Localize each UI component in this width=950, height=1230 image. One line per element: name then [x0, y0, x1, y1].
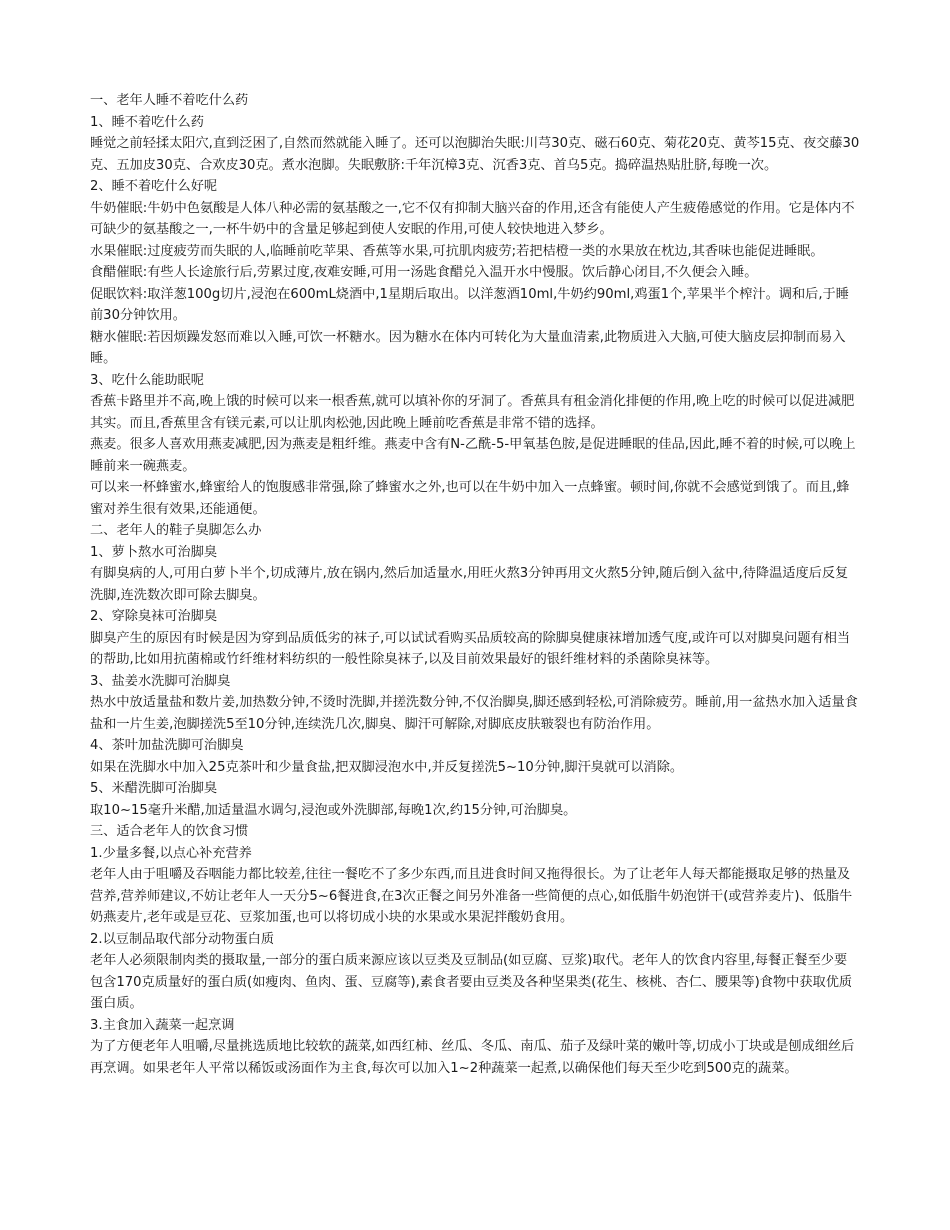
subsection-heading: 1、睡不着吃什么药: [90, 114, 204, 130]
paragraph: 香蕉卡路里并不高,晚上饿的时候可以来一根香蕉,就可以填补你的牙洞了。香蕉具有租金消化排便的作用,晚上吃的时候可以促进减肥其实。而且,香蕉里含有镁元素,可以让肌肉松弛,因此晚上睡前吃香蕉是非常不错的选择。: [90, 394, 855, 431]
section-heading: 三、适合老年人的饮食习惯: [90, 824, 249, 839]
subsection-heading: 1.少量多餐,以点心补充营养: [90, 845, 252, 861]
paragraph: 水果催眠:过度疲劳而失眠的人,临睡前吃苹果、香蕉等水果,可抗肌肉疲劳;若把桔橙一类的水果放在枕边,其香味也能促进睡眠。: [90, 243, 824, 259]
paragraph: 老年人由于咀嚼及吞咽能力都比较差,往往一餐吃不了多少东西,而且进食时间又拖得很长。为了让老年人每天都能摄取足够的热量及营养,营养师建议,不妨让老年人一天分5~6餐进食,在3次正餐之间另外准备一些简便的点心,如低脂牛奶泡饼干(或营养麦片)、低脂牛奶燕麦片,老年或是豆花、豆浆加蛋,也可以将切成小块的水果或水果泥拌酸奶食用。: [90, 867, 853, 925]
document-body: [90, 90, 860, 1079]
paragraph: 燕麦。很多人喜欢用燕麦减肥,因为燕麦是粗纤维。燕麦中含有N-乙酰-5-甲氧基色胺,是促进睡眠的佳品,因此,睡不着的时候,可以晚上睡前来一碗燕麦。: [90, 437, 856, 474]
subsection-heading: 4、茶叶加盐洗脚可治脚臭: [90, 738, 244, 753]
paragraph: 取10~15毫升米醋,加适量温水调匀,浸泡或外洗脚部,每晚1次,约15分钟,可治脚臭。: [90, 802, 577, 818]
subsection-heading: 3、吃什么能助眠呢: [90, 372, 204, 388]
subsection-heading: 2、睡不着吃什么好呢: [90, 179, 218, 194]
section-heading: 一、老年人睡不着吃什么药: [90, 93, 249, 108]
paragraph: 食醋催眠:有些人长途旅行后,劳累过度,夜难安睡,可用一汤匙食醋兑入温开水中慢服。饮后静心闭目,不久便会入睡。: [90, 265, 758, 280]
paragraph: 老年人必须限制肉类的摄取量,一部分的蛋白质来源应该以豆类及豆制品(如豆腐、豆浆)取代。老年人的饮食内容里,每餐正餐至少要包含170克质量好的蛋白质(如瘦肉、鱼肉、蛋、豆腐等),素食者要由豆类及各种坚果类(花生、核桃、杏仁、腰果等)食物中获取优质蛋白质。: [90, 953, 853, 1011]
paragraph: 如果在洗脚水中加入25克茶叶和少量食盐,把双脚浸泡水中,并反复搓洗5~10分钟,脚汗臭就可以消除。: [90, 759, 684, 775]
section-heading: 二、老年人的鞋子臭脚怎么办: [90, 523, 262, 538]
subsection-heading: 3.主食加入蔬菜一起烹调: [90, 1017, 235, 1033]
paragraph: 促眠饮料:取洋葱100g切片,浸泡在600mL烧酒中,1星期后取出。以洋葱酒10ml,牛奶约90ml,鸡蛋1个,苹果半个榨汁。调和后,于睡前30分钟饮用。: [90, 286, 849, 323]
subsection-heading: 2.以豆制品取代部分动物蛋白质: [90, 931, 275, 947]
subsection-heading: 1、萝卜熬水可治脚臭: [90, 544, 218, 560]
paragraph: 糖水催眠:若因烦躁发怒而难以入睡,可饮一杯糖水。因为糖水在体内可转化为大量血清素,此物质进入大脑,可使大脑皮层抑制而易入睡。: [90, 329, 846, 366]
paragraph: 可以来一杯蜂蜜水,蜂蜜给人的饱腹感非常强,除了蜂蜜水之外,也可以在牛奶中加入一点蜂蜜。顿时间,你就不会感觉到饿了。而且,蜂蜜对养生很有效果,还能通便。: [90, 480, 850, 517]
paragraph: 为了方便老年人咀嚼,尽量挑选质地比较软的蔬菜,如西红柿、丝瓜、冬瓜、南瓜、茄子及绿叶菜的嫩叶等,切成小丁块或是刨成细丝后再烹调。如果老年人平常以稀饭或汤面作为主食,每次可以加入1~2种蔬菜一起煮,以确保他们每天至少吃到500克的蔬菜。: [90, 1039, 855, 1076]
paragraph: 牛奶催眠:牛奶中色氨酸是人体八种必需的氨基酸之一,它不仅有抑制大脑兴奋的作用,还含有能使人产生疲倦感觉的作用。它是体内不可缺少的氨基酸之一,一杯牛奶中的含量足够起到使人安眠的作用,可使人较快地进入梦乡。: [90, 200, 855, 237]
subsection-heading: 5、米醋洗脚可治脚臭: [90, 781, 218, 796]
paragraph: 睡觉之前轻揉太阳穴,直到泛困了,自然而然就能入睡了。还可以泡脚治失眠:川芎30克、磁石60克、菊花20克、黄芩15克、夜交藤30克、五加皮30克、合欢皮30克。煮水泡脚。失眠敷脐:千年沉樟3克、沉香3克、首乌5克。捣碎温热贴肚脐,每晚一次。: [90, 136, 860, 173]
subsection-heading: 2、穿除臭袜可治脚臭: [90, 609, 218, 624]
subsection-heading: 3、盐姜水洗脚可治脚臭: [90, 673, 231, 689]
paragraph: 热水中放适量盐和数片姜,加热数分钟,不烫时洗脚,并搓洗数分钟,不仅治脚臭,脚还感到轻松,可消除疲劳。睡前,用一盆热水加入适量食盐和一片生姜,泡脚搓洗5至10分钟,连续洗几次,脚臭、脚汗可解除,对脚底皮肤皲裂也有防治作用。: [90, 695, 858, 732]
paragraph: 脚臭产生的原因有时候是因为穿到品质低劣的袜子,可以试试看购买品质较高的除脚臭健康袜增加透气度,或许可以对脚臭问题有相当的帮助,比如用抗菌棉或竹纤维材料纺织的一般性除臭袜子,以及目前效果最好的银纤维材料的杀菌除臭袜等。: [90, 630, 851, 667]
paragraph: 有脚臭病的人,可用白萝卜半个,切成薄片,放在锅内,然后加适量水,用旺火熬3分钟再用文火熬5分钟,随后倒入盆中,待降温适度后反复洗脚,连洗数次即可除去脚臭。: [90, 566, 849, 603]
